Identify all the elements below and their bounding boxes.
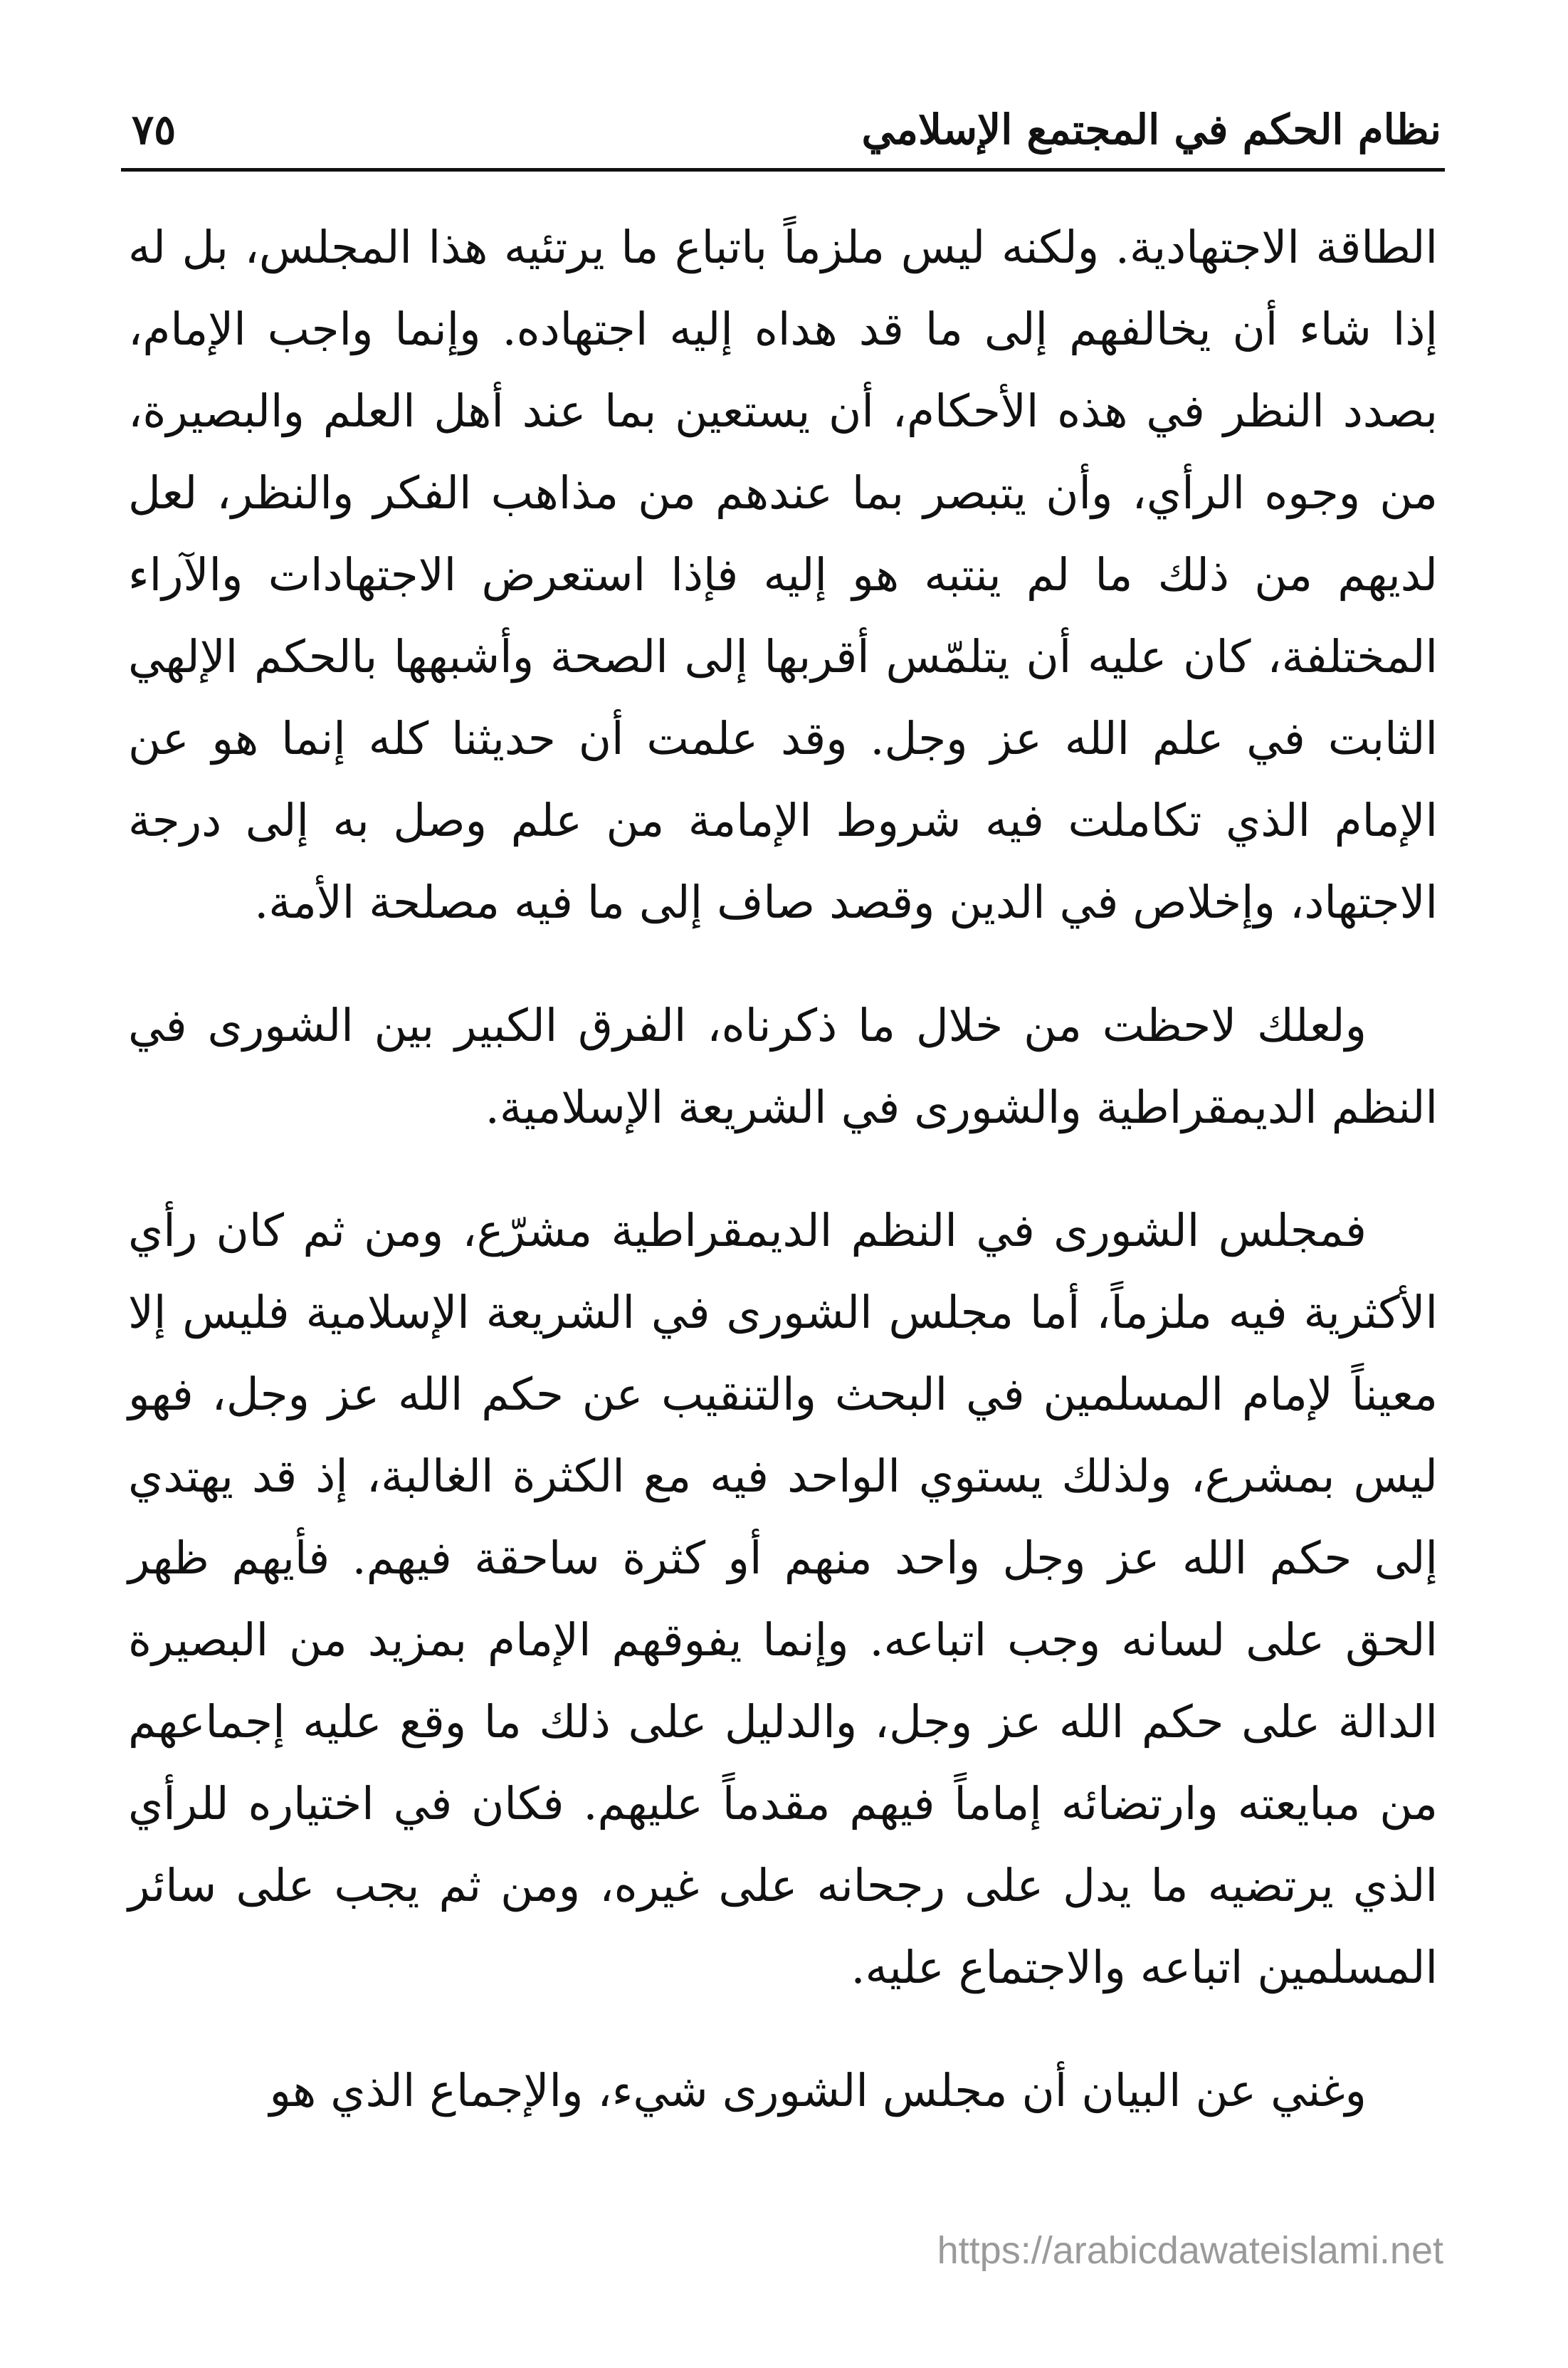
paragraph-spacer [128, 1148, 1438, 1190]
header-divider [121, 168, 1445, 172]
page-number: ٧٥ [132, 105, 177, 154]
paragraph-1: الطاقة الاجتهادية. ولكنه ليس ملزماً باتباع ما يرتئيه هذا المجلس، بل له إذا شاء أن يخالفهم إلى ما قد هداه إليه اجتهاده. وإنما واجب الإمام، بصدد النظر في هذه الأحكام، أن يستعين بما عند أهل العلم والبصيرة، من وجوه الرأي، وأن يتبصر بما عندهم من مذاهب الفكر والنظر، لعل لديهم من ذلك ما لم ينتبه هو إليه فإذا استعرض الاجتهادات والآراء المختلفة، كان عليه أن يتلمّس أقربها إلى الصحة وأشبهها بالحكم الإلهي الثابت في علم الله عز وجل. وقد علمت أن حديثنا كله إنما هو عن الإمام الذي تكاملت فيه شروط الإمامة من علم وصل به إلى درجة الاجتهاد، وإخلاص في الدين وقصد صاف إلى ما فيه مصلحة الأمة. [128, 221, 1438, 928]
paragraph-spacer [128, 943, 1438, 985]
running-title: نظام الحكم في المجتمع الإسلامي [861, 105, 1441, 154]
paragraph-2: ولعلك لاحظت من خلال ما ذكرناه، الفرق الكبير بين الشورى في النظم الديمقراطية والشورى في الشريعة الإسلامية. [128, 1000, 1438, 1133]
body-text [128, 206, 1438, 2132]
watermark-url: https://arabicdawateislami.net [937, 2229, 1443, 2272]
running-head [125, 100, 1441, 164]
paragraph-spacer [128, 2008, 1438, 2050]
paragraph-4: وغني عن البيان أن مجلس الشورى شيء، والإجماع الذي هو [269, 2065, 1367, 2117]
paragraph-3: فمجلس الشورى في النظم الديمقراطية مشرّع، ومن ثم كان رأي الأكثرية فيه ملزماً، أما مجلس الشورى في الشريعة الإسلامية فليس إلا معيناً لإمام المسلمين في البحث والتنقيب عن حكم الله عز وجل، فهو ليس بمشرع، ولذلك يستوي الواحد فيه مع الكثرة الغالبة، إذ قد يهتدي إلى حكم الله عز وجل واحد منهم أو كثرة ساحقة فيهم. فأيهم ظهر الحق على لسانه وجب اتباعه. وإنما يفوقهم الإمام بمزيد من البصيرة الدالة على حكم الله عز وجل، والدليل على ذلك ما وقع عليه إجماعهم من مبايعته وارتضائه إماماً فيهم مقدماً عليهم. فكان في اختياره للرأي الذي يرتضيه ما يدل على رجحانه على غيره، ومن ثم يجب على سائر المسلمين اتباعه والاجتماع عليه. [128, 1205, 1438, 1994]
